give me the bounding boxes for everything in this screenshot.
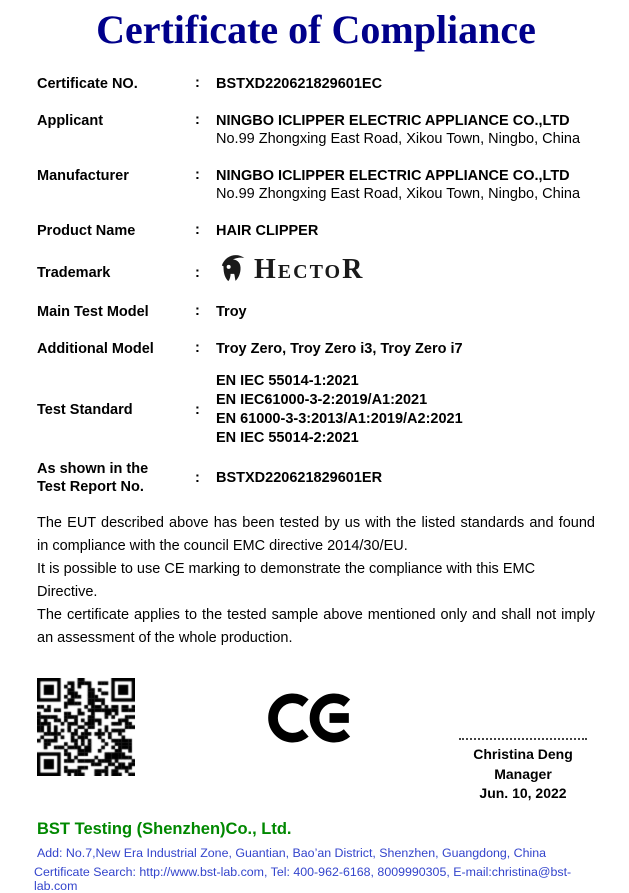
field-label: Certificate NO. — [37, 76, 138, 92]
applicant-address: No.99 Zhongxing East Road, Xikou Town, Ningbo, China — [216, 131, 581, 147]
signature-line — [459, 736, 587, 740]
test-standard: EN IEC 55014-1:2021 — [216, 373, 359, 389]
colon: : — [195, 222, 200, 238]
brand-letters: ECTO — [277, 261, 343, 283]
statement-line: The certificate applies to the tested sample above mentioned only and shall not imply — [37, 607, 595, 623]
field-row-applicant — [37, 112, 595, 148]
colon: : — [195, 112, 200, 128]
test-report-number: BSTXD220621829601ER — [216, 470, 383, 486]
field-row-test-report-no — [37, 460, 595, 496]
test-standard: EN 61000-3-3:2013/A1:2019/A2:2021 — [216, 411, 463, 427]
ce-mark-icon — [268, 688, 361, 753]
manufacturer-address: No.99 Zhongxing East Road, Xikou Town, Ningbo, China — [216, 186, 581, 202]
field-label: Product Name — [37, 223, 136, 239]
applicant-name: NINGBO ICLIPPER ELECTRIC APPLIANCE CO.,LTD — [216, 113, 570, 129]
brand-letter: R — [342, 254, 365, 285]
main-test-model: Troy — [216, 304, 247, 320]
trademark-wordmark — [254, 254, 364, 286]
colon: : — [195, 167, 200, 183]
spartan-helmet-icon — [216, 252, 246, 288]
field-label: Applicant — [37, 113, 104, 129]
colon: : — [195, 402, 200, 418]
field-label: As shown in the — [37, 461, 149, 477]
manufacturer-name: NINGBO ICLIPPER ELECTRIC APPLIANCE CO.,LTD — [216, 168, 570, 184]
statement-line: an assessment of the whole production. — [37, 630, 293, 646]
field-label: Manufacturer — [37, 168, 129, 184]
brand-letter: H — [254, 254, 278, 285]
statement-line: The EUT described above has been tested by us with the listed standards and found — [37, 515, 595, 531]
certificate-number: BSTXD220621829601EC — [216, 76, 383, 92]
lab-address: Add: No.7,New Era Industrial Zone, Guantian, Bao’an District, Shenzhen, Guangdong, China — [37, 846, 547, 860]
signature-date: Jun. 10, 2022 — [479, 785, 567, 801]
field-label: Trademark — [37, 265, 111, 281]
field-row-trademark — [37, 254, 595, 287]
test-standard: EN IEC61000-3-2:2019/A1:2021 — [216, 392, 428, 408]
colon: : — [195, 265, 200, 281]
test-standard: EN IEC 55014-2:2021 — [216, 430, 359, 446]
field-label: Additional Model — [37, 341, 154, 357]
signatory-name: Christina Deng — [473, 746, 573, 762]
colon: : — [195, 75, 200, 91]
field-row-test-standard — [37, 372, 595, 448]
qr-code — [37, 678, 135, 776]
statement-line: in compliance with the council EMC directive 2014/30/EU. — [37, 538, 408, 554]
footer-artwork — [37, 676, 595, 810]
colon: : — [195, 470, 200, 486]
field-row-product-name — [37, 222, 595, 240]
field-label: Test Standard — [37, 402, 133, 418]
signatory-role: Manager — [494, 765, 552, 782]
certificate-search-line: Certificate Search: http://www.bst-lab.com, Tel: 400-962-6168, 8009990305, E-mail:christina@bst-lab.com — [34, 865, 572, 893]
field-label: Main Test Model — [37, 304, 149, 320]
colon: : — [195, 303, 200, 319]
additional-model: Troy Zero, Troy Zero i3, Troy Zero i7 — [216, 341, 463, 357]
field-row-main-test-model — [37, 303, 595, 321]
field-row-certificate-no — [37, 75, 595, 93]
trademark-logo — [216, 253, 595, 287]
page-title: Certificate of Compliance — [96, 7, 536, 52]
signature-block — [455, 736, 591, 804]
statement-line: It is possible to use CE marking to demonstrate the compliance with this EMC Directive. — [37, 561, 536, 600]
colon: : — [195, 340, 200, 356]
lab-company-name: BST Testing (Shenzhen)Co., Ltd. — [37, 820, 292, 838]
field-label: Test Report No. — [37, 479, 144, 495]
product-name: HAIR CLIPPER — [216, 223, 319, 239]
field-row-manufacturer — [37, 167, 595, 203]
compliance-statement — [37, 512, 595, 650]
field-row-additional-model — [37, 340, 595, 358]
